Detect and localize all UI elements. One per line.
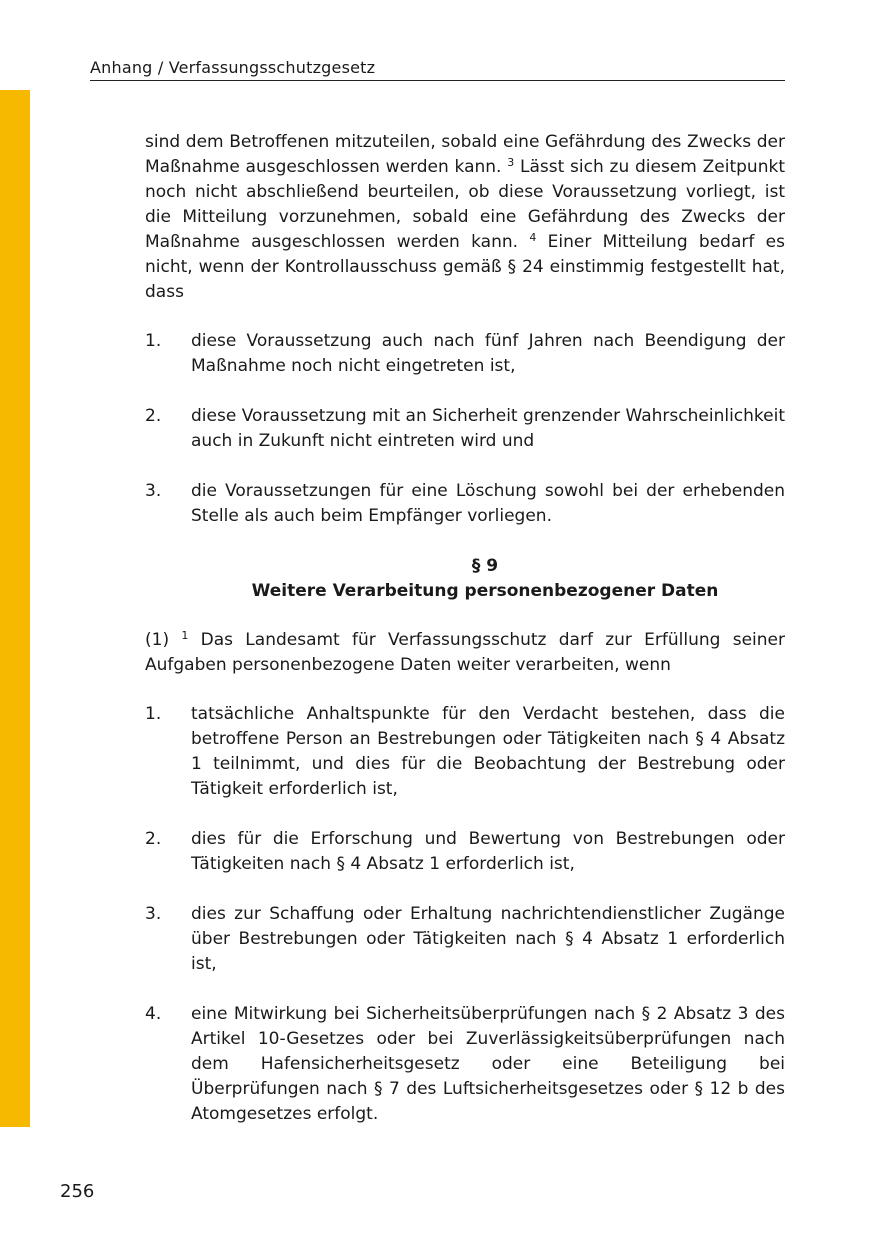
- list-item: [145, 404, 785, 454]
- list-item-number: 2.: [145, 829, 162, 849]
- list-item-text: eine Mitwirkung bei Sicherheitsüberprüfungen nach § 2 Absatz 3 des Artikel 10-Gesetzes oder bei Zuverlässigkeitsüberprüfungen nach dem Hafensicherheitsgesetz oder eine Beteiligung bei Überprüfungen nach § 7 des Luftsicherheitsgesetzes oder § 12 b des Atomgesetzes erfolgt.: [191, 1004, 785, 1124]
- list-item: [145, 1002, 785, 1127]
- list-item-text: die Voraussetzungen für eine Löschung sowohl bei der erhebenden Stelle als auch beim Empfänger vorliegen.: [191, 481, 785, 526]
- list-item: [145, 902, 785, 977]
- list-item-text: diese Voraussetzung mit an Sicherheit grenzender Wahrscheinlichkeit auch in Zukunft nicht eintreten wird und: [191, 406, 785, 451]
- list-item-number: 1.: [145, 704, 162, 724]
- list-item-text: diese Voraussetzung auch nach fünf Jahren nach Beendigung der Maßnahme noch nicht eingetreten ist,: [191, 331, 785, 376]
- list-item-text: dies zur Schaffung oder Erhaltung nachrichtendienstlicher Zugänge über Bestrebungen oder Tätigkeiten nach § 4 Absatz 1 erforderlich ist,: [191, 904, 785, 974]
- paragraph-prefix: (1): [145, 630, 182, 650]
- list-item-number: 3.: [145, 481, 162, 501]
- list-conditions: [145, 329, 785, 529]
- section-number: § 9: [471, 556, 499, 576]
- sentence-marker-3: 3: [507, 156, 515, 169]
- sentence-marker-4: 4: [529, 231, 537, 244]
- intro-text-part3: Einer Mitteilung bedarf es nicht, wenn der Kontrollausschuss gemäß § 24 einstimmig festgestellt hat, dass: [145, 232, 785, 302]
- list-purposes: [145, 702, 785, 1127]
- list-item: [145, 702, 785, 802]
- intro-paragraph: [145, 130, 785, 305]
- list-item-number: 2.: [145, 406, 162, 426]
- sidebar-accent-bar: [0, 90, 30, 1127]
- list-item-number: 1.: [145, 331, 162, 351]
- sentence-marker-1: 1: [181, 629, 189, 642]
- section-heading: [185, 554, 785, 604]
- list-item-number: 3.: [145, 904, 162, 924]
- intro-text-part2: Lässt sich zu diesem Zeitpunkt noch nicht abschließend beurteilen, ob diese Voraussetzung vorliegt, ist die Mitteilung vorzunehmen, sobald eine Gefährdung des Zwecks der Maßnahme ausgeschlossen werden kann.: [145, 157, 785, 252]
- list-item-number: 4.: [145, 1004, 162, 1024]
- section-title: Weitere Verarbeitung personenbezogener Daten: [251, 581, 719, 601]
- list-item: [145, 827, 785, 877]
- page-body: [145, 130, 785, 1152]
- page-number: 256: [60, 1181, 95, 1202]
- paragraph-1: [145, 628, 785, 678]
- intro-text-part1: sind dem Betroffenen mitzuteilen, sobald eine Gefährdung des Zwecks der Maßnahme ausgeschlossen werden kann.: [145, 132, 785, 177]
- list-item: [145, 329, 785, 379]
- paragraph-text: Das Landesamt für Verfassungsschutz darf zur Erfüllung seiner Aufgaben personenbezogene Daten weiter verarbeiten, wenn: [145, 630, 786, 675]
- list-item: [145, 479, 785, 529]
- running-header: Anhang / Verfassungsschutzgesetz: [90, 58, 785, 81]
- list-item-text: dies für die Erforschung und Bewertung von Bestrebungen oder Tätigkeiten nach § 4 Absatz 1 erforderlich ist,: [191, 829, 785, 874]
- list-item-text: tatsächliche Anhaltspunkte für den Verdacht bestehen, dass die betroffene Person an Bestrebungen oder Tätigkeiten nach § 4 Absatz 1 teilnimmt, und dies für die Beobachtung der Bestrebung oder Tätigkeit erforderlich ist,: [191, 704, 785, 799]
